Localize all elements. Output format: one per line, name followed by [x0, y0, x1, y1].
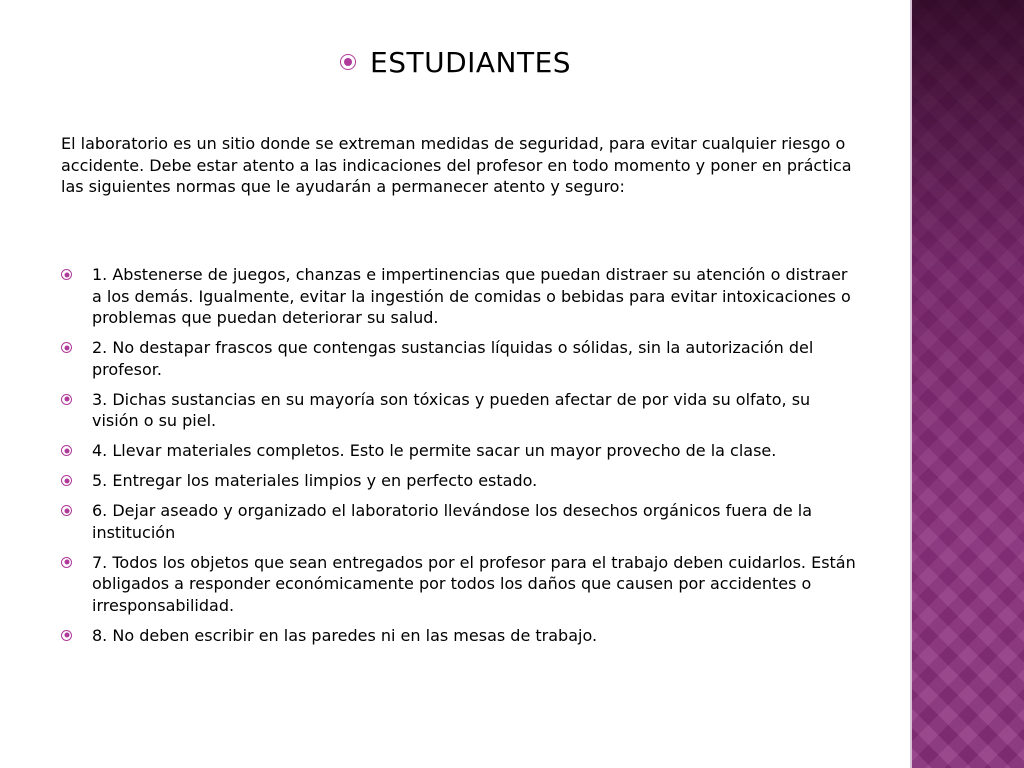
bullet-icon [61, 269, 72, 280]
bullet-icon [61, 505, 72, 516]
rule-item-1 [61, 264, 861, 329]
bullet-icon [61, 475, 72, 486]
rule-item-5 [61, 470, 861, 492]
rule-item-6 [61, 500, 861, 543]
rule-item-2 [61, 337, 861, 380]
bullet-icon [61, 394, 72, 405]
rule-text: 4. Llevar materiales completos. Esto le permite sacar un mayor provecho de la clase. [92, 441, 777, 460]
rule-item-4 [61, 440, 861, 462]
rule-item-7 [61, 552, 861, 617]
title-row [340, 42, 571, 82]
bullet-icon [61, 445, 72, 456]
bullet-icon [61, 557, 72, 568]
rule-text: 8. No deben escribir en las paredes ni en las mesas de trabajo. [92, 625, 598, 645]
rules-list [61, 264, 861, 655]
slide-title: ESTUDIANTES [370, 45, 572, 79]
rule-text: 7. Todos los objetos que sean entregados por el profesor para el trabajo deben cuidarlos. Están obligados a responder económicamente por todos los daños que causen por accidentes o irresponsabilidad. [92, 552, 856, 615]
bullet-icon [61, 630, 72, 641]
rule-text: 1. Abstenerse de juegos, chanzas e impertinencias que puedan distraer su atención o distraer a los demás. Igualmente, evitar la ingestión de comidas o bebidas para evitar intoxicaciones o problemas que puedan deteriorar su salud. [92, 265, 851, 327]
intro-paragraph: El laboratorio es un sitio donde se extreman medidas de seguridad, para evitar cualquier riesgo o accidente. Debe estar atento a las indicaciones del profesor en todo momento y poner en práctica las siguientes normas que le ayudarán a permanecer atento y seguro: [61, 134, 852, 196]
title-bullet-icon [340, 54, 356, 70]
rule-item-8 [61, 625, 861, 647]
rule-text: 5. Entregar los materiales limpios y en perfecto estado. [92, 471, 538, 490]
rule-text: 2. No destapar frascos que contengas sustancias líquidas o sólidas, sin la autorización del profesor. [92, 338, 814, 379]
rule-item-3 [61, 389, 861, 432]
decorative-side-panel [912, 0, 1024, 768]
bullet-icon [61, 342, 72, 353]
rule-text: 3. Dichas sustancias en su mayoría son tóxicas y pueden afectar de por vida su olfato, su visión o su piel. [92, 389, 811, 430]
rule-text: 6. Dejar aseado y organizado el laboratorio llevándose los desechos orgánicos fuera de la institución [92, 501, 812, 542]
